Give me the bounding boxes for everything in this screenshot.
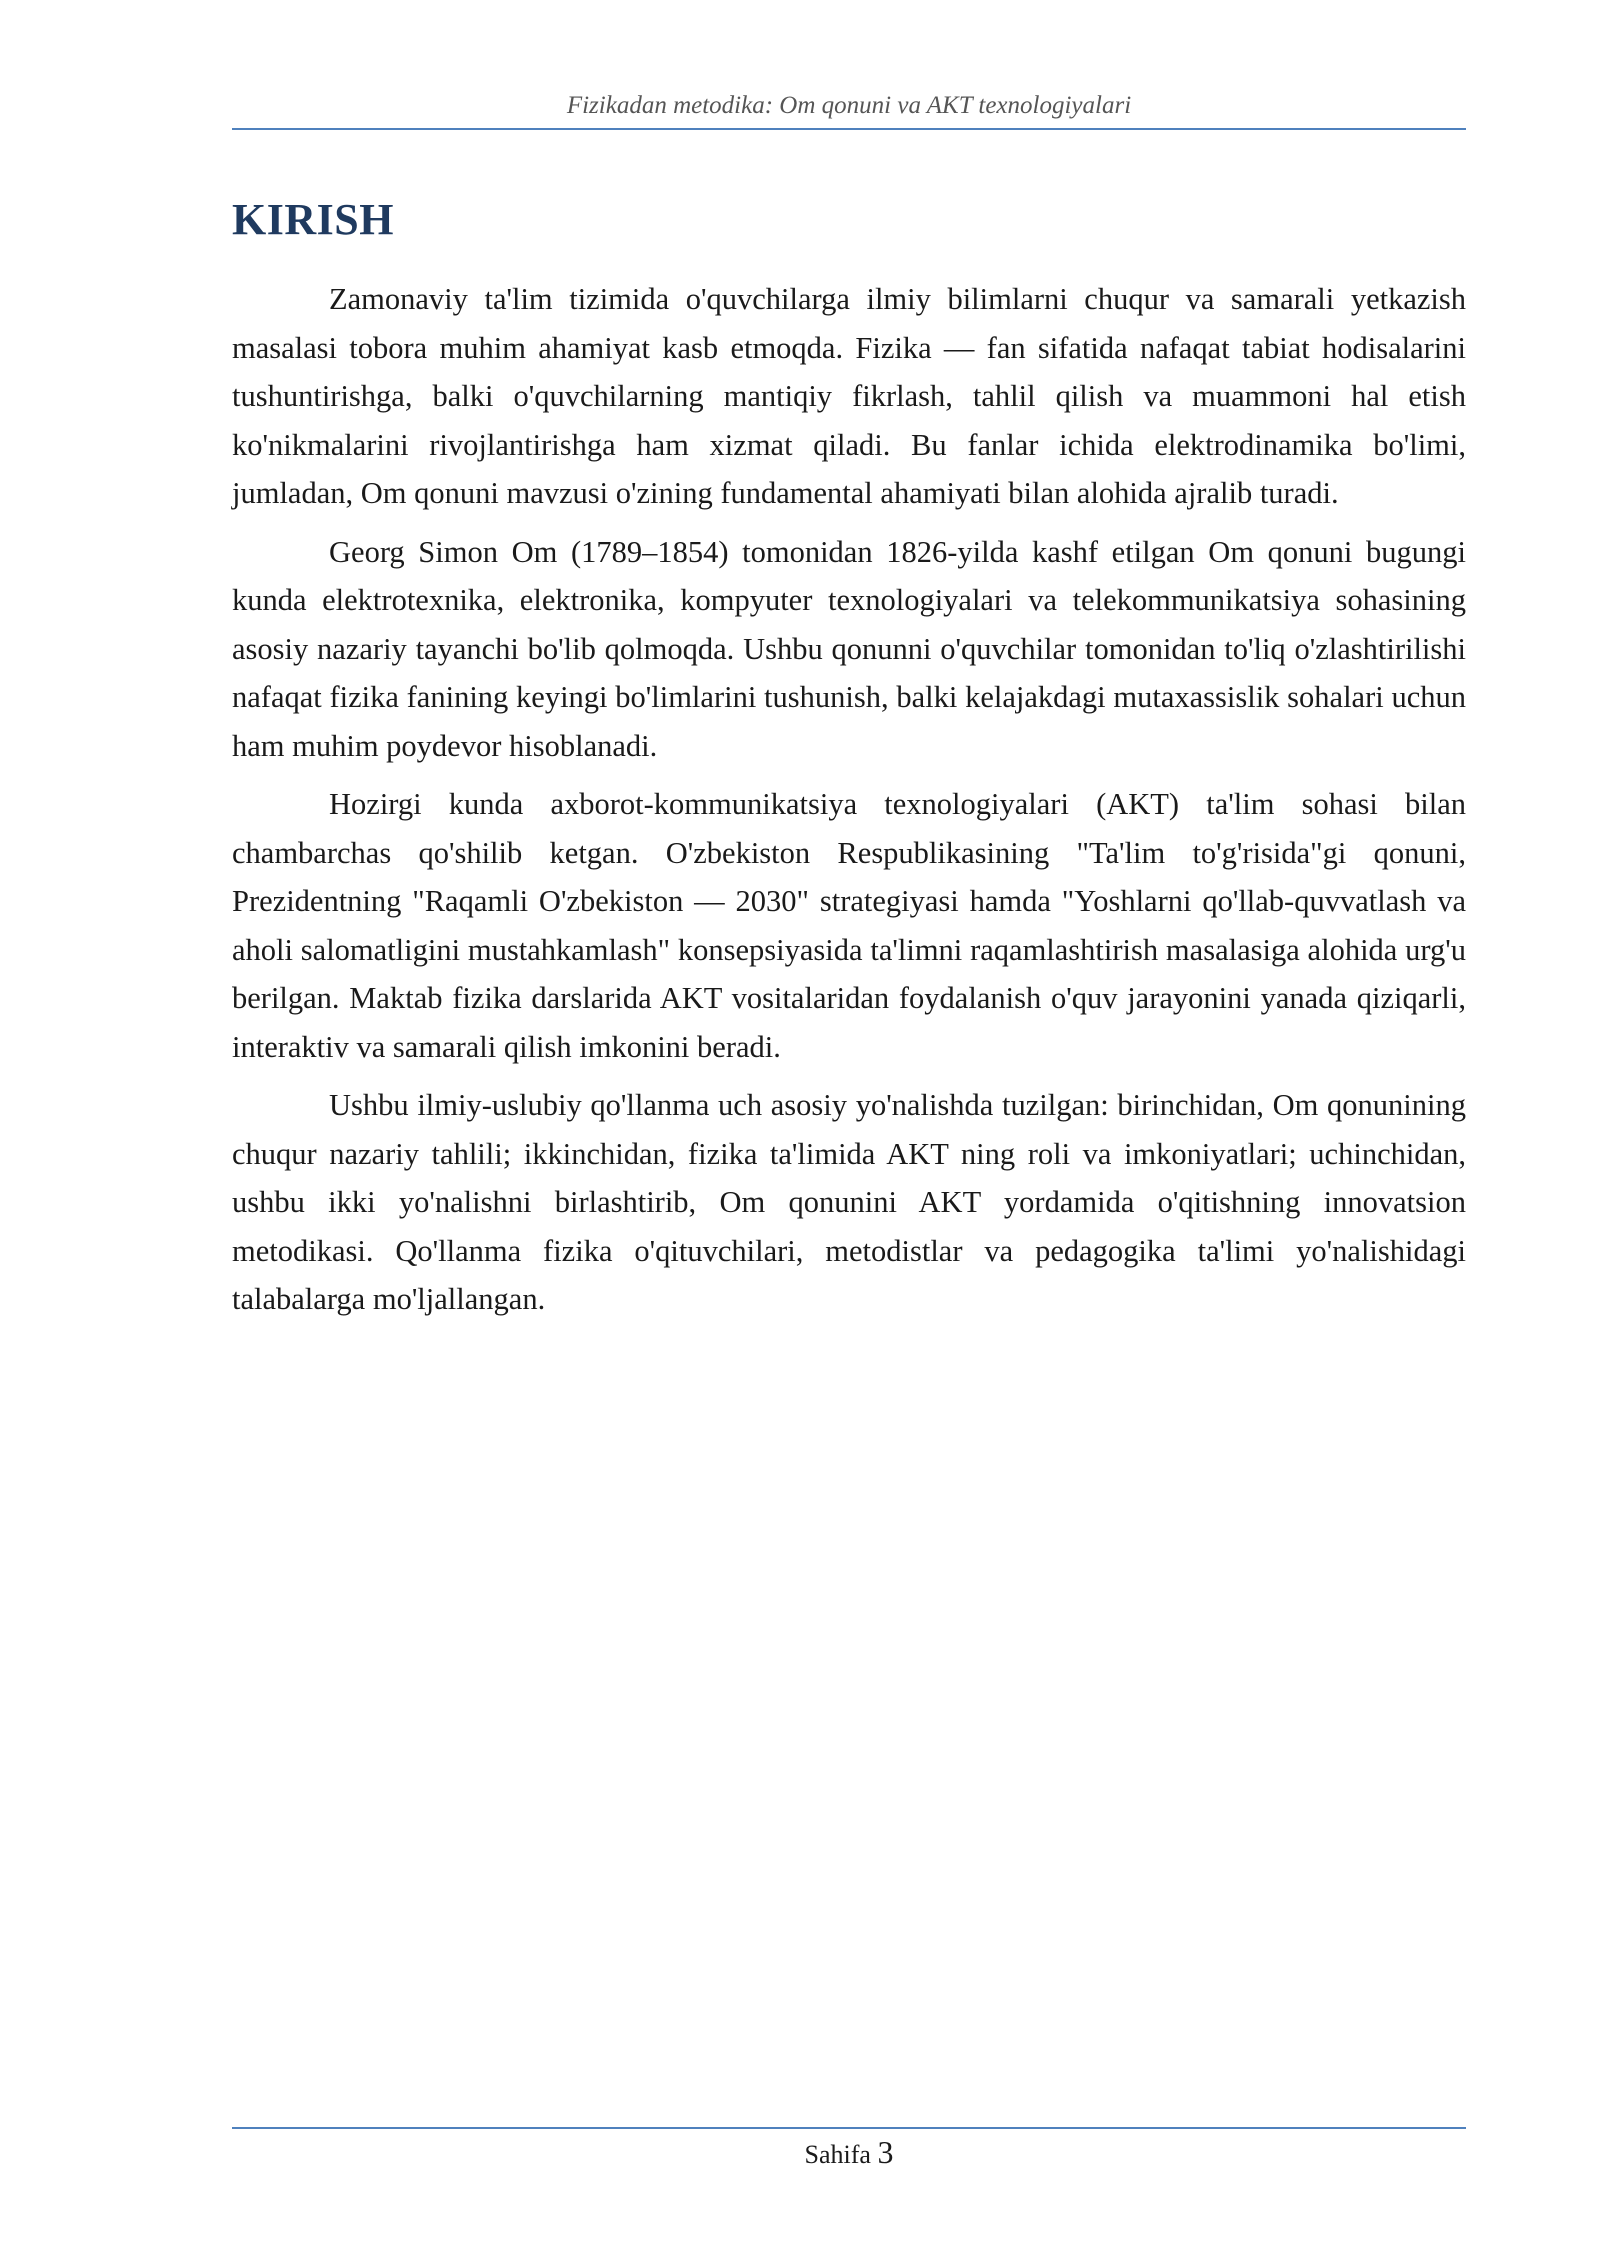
page-number: 3 [877,2134,894,2170]
paragraph-1: Zamonaviy ta'lim tizimida o'quvchilarga ilmiy bilimlarni chuqur va samarali yetkazish masalasi tobora muhim ahamiyat kasb etmoqda. Fizika — fan sifatida nafaqat tabiat hodisalarini tushuntirishga, balki o'quvchilarning mantiqiy fikrlash, tahlil qilish va muammoni hal etish ko'nikmalarini rivojlantirishga ham xizmat qiladi. Bu fanlar ichida elektrodinamika bo'limi, jumladan, Om qonuni mavzusi o'zining fundamental ahamiyati bilan alohida ajralib turadi. [232,282,1466,510]
body-text [232,275,1466,1334]
section-heading: KIRISH [232,195,394,244]
header-divider [232,128,1466,130]
page-footer [232,2134,1466,2173]
paragraph-3: Hozirgi kunda axborot-kommunikatsiya texnologiyalari (AKT) ta'lim sohasi bilan chambarchas qo'shilib ketgan. O'zbekiston Respublikasining "Ta'lim to'g'risida"gi qonuni, Prezidentning "Raqamli O'zbekiston — 2030" strategiyasi hamda "Yoshlarni qo'llab-quvvatlash va aholi salomatligini mustahkamlash" konsepsiyasida ta'limni raqamlashtirish masalasiga alohida urg'u berilgan. Maktab fizika darslarida AKT vositalaridan foydalanish o'quv jarayonini yanada qiziqarli, interaktiv va samarali qilish imkonini beradi. [232,787,1466,1064]
page-label: Sahifa [804,2140,871,2169]
paragraph-2: Georg Simon Om (1789–1854) tomonidan 1826-yilda kashf etilgan Om qonuni bugungi kunda elektrotexnika, elektronika, kompyuter texnologiyalari va telekommunikatsiya sohasining asosiy nazariy tayanchi bo'lib qolmoqda. Ushbu qonunni o'quvchilar tomonidan to'liq o'zlashtirilishi nafaqat fizika fanining keyingi bo'limlarini tushunish, balki kelajakdagi mutaxassislik sohalari uchun ham muhim poydevor hisoblanadi. [232,534,1466,763]
paragraph-4: Ushbu ilmiy-uslubiy qo'llanma uch asosiy yo'nalishda tuzilgan: birinchidan, Om qonunining chuqur nazariy tahlili; ikkinchidan, fizika ta'limida AKT ning roli va imkoniyatlari; uchinchidan, ushbu ikki yo'nalishni birlashtirib, Om qonunini AKT yordamida o'qitishning innovatsion metodikasi. Qo'llanma fizika o'qituvchilari, metodistlar va pedagogika ta'limi yo'nalishidagi talabalarga mo'ljallangan. [232,1088,1466,1316]
running-header: Fizikadan metodika: Om qonuni va AKT texnologiyalari [566,92,1132,119]
footer-divider [232,2127,1466,2129]
